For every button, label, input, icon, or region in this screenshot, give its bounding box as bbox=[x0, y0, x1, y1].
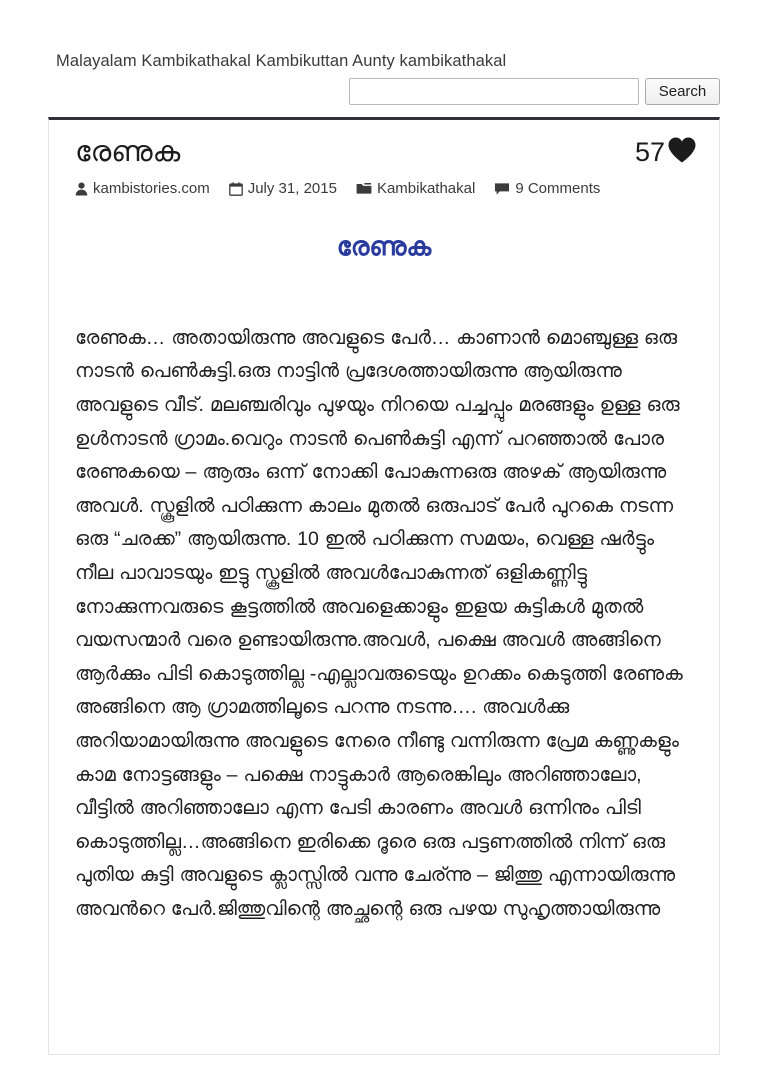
search-input[interactable] bbox=[349, 78, 639, 105]
folder-icon bbox=[356, 182, 372, 195]
meta-comments[interactable] bbox=[494, 181, 600, 196]
meta-date bbox=[229, 181, 337, 196]
story-heading: രേണുക bbox=[336, 231, 432, 262]
page-title: രേണുക bbox=[75, 135, 181, 168]
post-meta bbox=[71, 181, 697, 196]
like-counter[interactable] bbox=[635, 134, 697, 169]
meta-category-label: Kambikathakal bbox=[376, 180, 476, 198]
user-icon bbox=[75, 182, 88, 196]
heart-icon bbox=[667, 136, 697, 169]
search-form bbox=[0, 78, 720, 105]
calendar-icon bbox=[229, 182, 243, 196]
story-body bbox=[75, 322, 693, 927]
meta-author[interactable] bbox=[75, 181, 210, 196]
like-count: 57 bbox=[634, 136, 665, 167]
story-paragraph: രേണുക… അതായിരുന്നു അവളുടെ പേര്‍… കാണാന്‍ മൊഞ്ചുള്ള ഒരു നാടന്‍ പെണ്‍കുട്ടി.ഒരു നാട്ടിന്‍ പ്രദേശത്തായിരുന്നു ആയിരുന്നു അവളുടെ വീട്. മലഞ്ചരിവും പുഴയും നിറയെ പച്ചപ്പും മരങ്ങളും ഉള്ള ഒരു ഉള്‍നാടന്‍ ഗ്രാമം.വെറും നാടന്‍ പെണ്‍കുട്ടി എന്ന് പറഞ്ഞാല്‍ പോര രേണുകയെ – ആരും ഒന്ന് നോക്കി പോകുന്നഒരു അഴക് ആയിരുന്നു അവള്‍. സ്കൂളില്‍ പഠിക്കുന്ന കാലം മുതല്‍ ഒരുപാട് പേര്‍ പുറകെ നടന്ന ഒരു “ചരക്ക” ആയിരുന്നു. 10 ഇല്‍ പഠിക്കുന്ന സമയം, വെള്ള ഷര്‍ട്ടും നീല പാവാടയും ഇട്ടു സ്കൂളില്‍ അവള്‍പോകുന്നത് ഒളികണ്ണിട്ടു നോക്കുന്നവരുടെ കൂട്ടത്തില്‍ അവളെക്കാളും ഇളയ കുട്ടികള്‍ മുതല്‍ വയസന്മാര്‍ വരെ ഉണ്ടായിരുന്നു.അവള്‍, പക്ഷെ അവള്‍ അങ്ങിനെ ആര്‍ക്കും പിടി കൊടുത്തില്ല -എല്ലാവരുടെയും ഉറക്കം കെടുത്തി രേണുക അങ്ങിനെ ആ ഗ്രാമത്തിലൂടെ പറന്നു നടന്നു…. അവള്‍ക്കു അറിയാമായിരുന്നു അവളുടെ നേരെ നീണ്ടു വന്നിരുന്ന പ്രേമ കണ്ണുകളും കാമ നോട്ടങ്ങളും – പക്ഷെ നാട്ടുകാര്‍ ആരെങ്കിലും അറിഞ്ഞാലോ, വീട്ടില്‍ അറിഞ്ഞാലോ എന്ന പേടി കാരണം അവള്‍ ഒന്നിനും പിടി കൊടുത്തില്ല…അങ്ങിനെ ഇരിക്കെ ദൂരെ ഒരു പട്ടണത്തില്‍ നിന്ന് ഒരു പുതിയ കുട്ടി അവളുടെ ക്ലാസ്സില്‍ വന്നു ചേര്ന്നു – ജിത്തു എന്നായിരുന്നു അവന്‍റെ പേര്‍.ജിത്തുവിന്റെ അച്ഛന്റെ ഒരു പഴയ സുഹൃത്തായിരുന്നു bbox=[75, 326, 683, 920]
meta-author-label: kambistories.com bbox=[93, 180, 210, 198]
site-header bbox=[0, 0, 768, 105]
post-header bbox=[71, 134, 697, 170]
meta-date-label: July 31, 2015 bbox=[247, 180, 337, 198]
comment-icon bbox=[494, 182, 510, 196]
article-card bbox=[48, 117, 720, 1055]
site-title: Malayalam Kambikathakal Kambikuttan Aunty kambikathakal bbox=[56, 52, 507, 70]
search-button[interactable]: Search bbox=[645, 78, 720, 105]
meta-category[interactable] bbox=[356, 181, 475, 196]
meta-comments-label: 9 Comments bbox=[515, 180, 601, 198]
